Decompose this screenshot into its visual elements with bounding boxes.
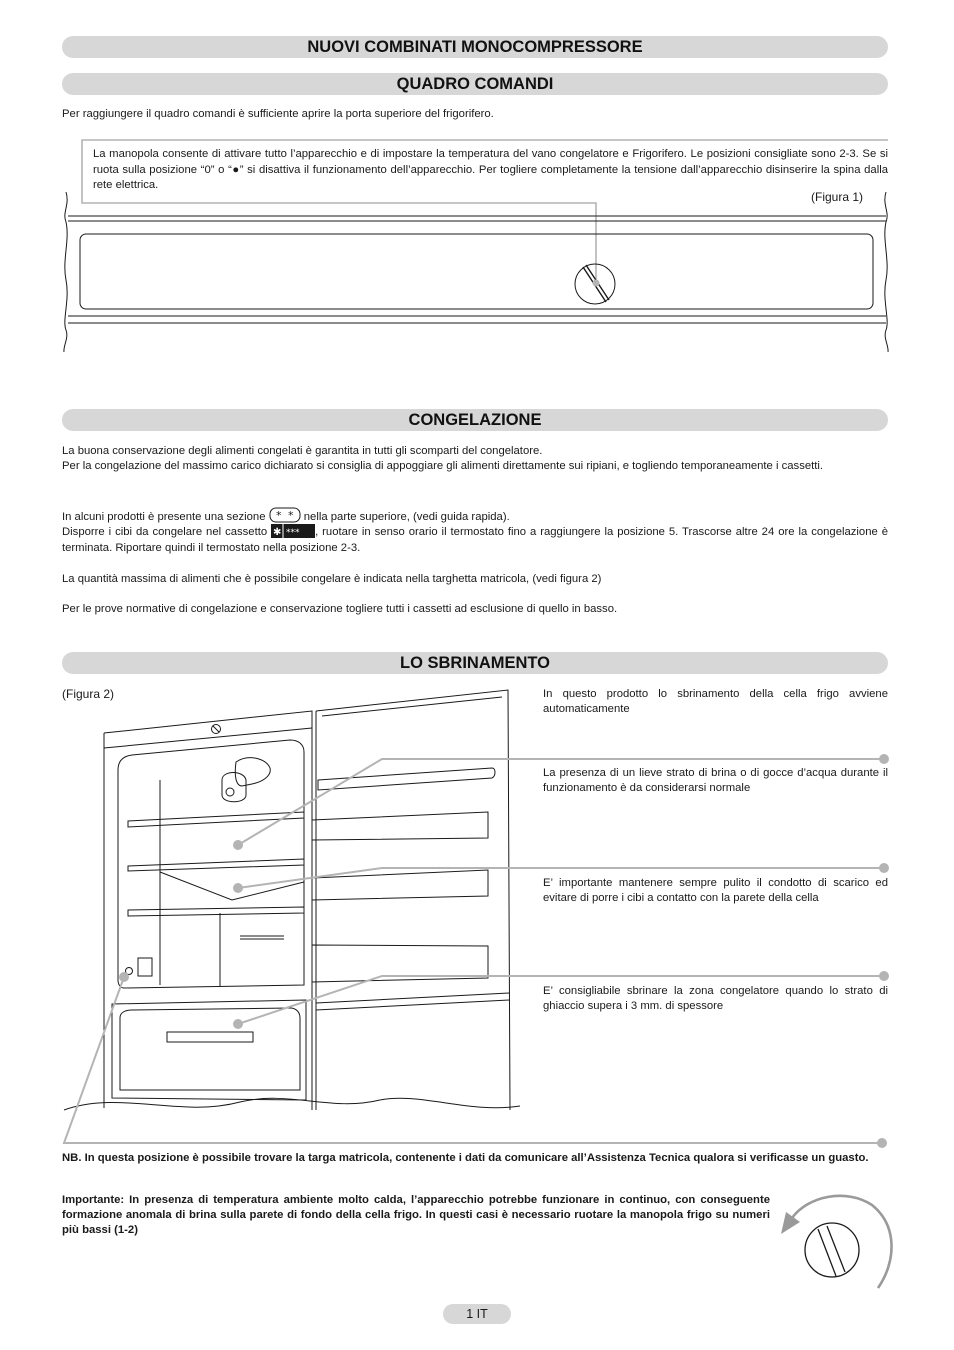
- congelazione-paragraph-1: La buona conservazione degli alimenti congelati è garantita in tutti gli scomparti del congelatore.: [62, 445, 543, 457]
- p4-text-a: Disporre i cibi da congelare nel cassetto: [62, 526, 268, 538]
- callout-text-part-b: ” si disattiva il funzionamento dell’apparecchio. Per togliere completamente la tensione dall’apparecchio disinserire la spina dalla rete elettrica.: [93, 163, 888, 191]
- p3-text-b: nella parte superiore, (vedi guida rapida).: [303, 511, 510, 523]
- section-header-quadro-comandi: QUADRO COMANDI: [62, 73, 888, 95]
- sbrinamento-note-4: E’ consigliabile sbrinare la zona congelatore quando lo strato di ghiaccio supera i 3 mm. di spessore: [543, 985, 888, 1012]
- page-number: 1 IT: [443, 1304, 511, 1324]
- sbrinamento-note-3: E’ importante mantenere sempre pulito il condotto di scarico ed evitare di porre i cibi a contatto con la parete della cella: [543, 877, 888, 904]
- p3-text-a: In alcuni prodotti è presente una sezione: [62, 511, 266, 523]
- figure-2-label: (Figura 2): [62, 687, 115, 701]
- p4-text-b: , ruotare in senso orario il termostato fino a raggiungere la posizione 5. Trascorse altre 24 ore la congelazione è terminata. Riportare quindi il termostato nella posizione 2-3.: [62, 526, 889, 554]
- congelazione-paragraph-6: Per le prove normative di congelazione e conservazione togliere tutti i cassetti ad esclusione di quello in basso.: [62, 603, 618, 615]
- svg-text:***: ***: [286, 528, 300, 538]
- off-dot-symbol: ●: [231, 163, 240, 176]
- sbrinamento-note-1: In questo prodotto lo sbrinamento della cella frigo avviene automaticamente: [543, 688, 888, 715]
- svg-text:*: *: [287, 509, 294, 522]
- importante-warning-text: Importante: In presenza di temperatura ambiente molto calda, l’apparecchio potrebbe funzionare in continuo, con conseguente formazione anomala di brina sulla parete di fondo della cella frigo. In questi casi è necessario ruotare la manopola frigo su numeri più bassi (1-2): [62, 1194, 770, 1236]
- section-header-sbrinamento: LO SBRINAMENTO: [62, 652, 888, 674]
- congelazione-paragraph-2: Per la congelazione del massimo carico dichiarato si consiglia di appoggiare gli alimenti direttamente sui ripiani, e togliendo temporaneamente i cassetti.: [62, 460, 824, 472]
- svg-text:*: *: [275, 509, 282, 522]
- nb-targa-matricola-note: NB. In questa posizione è possibile trovare la targa matricola, contenente i dati da comunicare all’Assistenza Tecnica qualora si verificasse un guasto.: [62, 1152, 869, 1164]
- rotate-arrow-icon: [792, 1196, 892, 1288]
- congelazione-paragraph-5: La quantità massima di alimenti che è possibile congelare è indicata nella targhetta matricola, (vedi figura 2): [62, 573, 602, 585]
- page-main-title: NUOVI COMBINATI MONOCOMPRESSORE: [62, 36, 888, 58]
- callout-text-part-a: La manopola consente di attivare tutto l’apparecchio e di impostare la temperatura del vano congelatore e Frigorifero. Le posizioni consigliate sono 2-3. Se si ruota sulla posizione “0” o “: [93, 148, 888, 176]
- figure-1-label: (Figura 1): [811, 190, 864, 204]
- quadro-intro-text: Per raggiungere il quadro comandi è sufficiente aprire la porta superiore del frigorifero.: [62, 108, 494, 120]
- sbrinamento-note-2: La presenza di un lieve strato di brina o di gocce d’acqua durante il funzionamento è da considerarsi normale: [543, 767, 888, 794]
- thermostat-knob-icon: [805, 1223, 859, 1277]
- section-header-congelazione: CONGELAZIONE: [62, 409, 888, 431]
- svg-text:✱: ✱: [273, 527, 282, 538]
